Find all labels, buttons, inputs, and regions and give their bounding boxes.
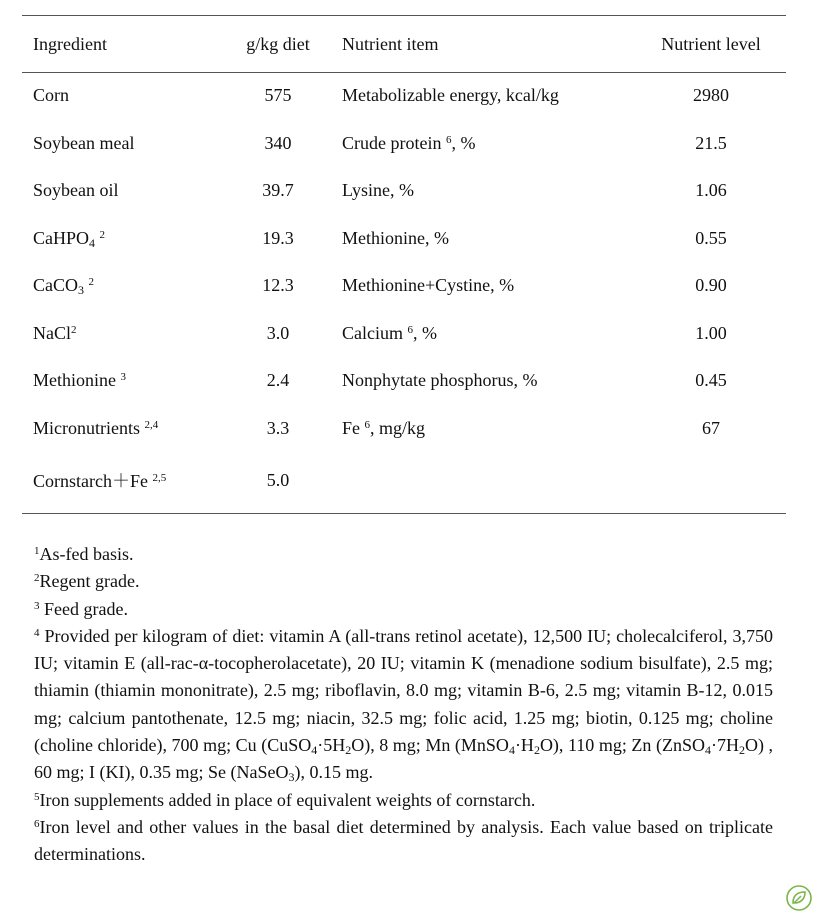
table-footnotes bbox=[34, 541, 773, 869]
level-cell bbox=[636, 452, 786, 508]
level-cell: 0.90 bbox=[695, 275, 727, 296]
ingredient-cell: Micronutrients $^{2,4}$ bbox=[33, 417, 159, 438]
table-row bbox=[22, 452, 786, 508]
ingredient-cell: Corn bbox=[33, 85, 69, 106]
level-cell: 0.55 bbox=[695, 227, 727, 248]
amount-cell: 19.3 bbox=[262, 227, 294, 248]
table-bottom-rule bbox=[22, 513, 786, 514]
header-nutrient-level: Nutrient level bbox=[661, 33, 761, 54]
table-row bbox=[22, 357, 786, 405]
header-amount: g/kg diet bbox=[246, 33, 310, 54]
footnote-1: $^1$As-fed basis. bbox=[34, 544, 134, 564]
table-row bbox=[22, 310, 786, 358]
table-row bbox=[22, 262, 786, 310]
nutrient-cell: Fe $^6$, mg/kg bbox=[342, 417, 426, 438]
level-cell: 2980 bbox=[693, 85, 729, 106]
table-row bbox=[22, 167, 786, 215]
table-row bbox=[22, 405, 786, 453]
nutrient-cell: Methionine+Cystine, % bbox=[342, 275, 515, 296]
leaf-icon bbox=[786, 885, 812, 911]
level-cell: 1.00 bbox=[695, 322, 727, 343]
table-row bbox=[22, 215, 786, 263]
footnote-4: $^4$ Provided per kilogram of diet: vitamin A (all-trans retinol acetate), 12,500 IU; cholecalciferol, 3,750 IU; vitamin E (all-rac-α-tocopherolacetate), 20 IU; vitamin K (menadione sodium bisulfate), 2.5 mg; thiamin (thiamin mononitrate), 2.5 mg; riboflavin, 8.0 mg; vitamin B-6, 2.5 mg; vitamin B-12, 0.015 mg; calcium pantothenate, 12.5 mg; niacin, 32.5 mg; folic acid, 1.25 mg; biotin, 0.125 mg; choline (choline chloride), 700 mg; Cu $(CuSO_4\cdot 5H_2O)$, 8 mg; Mn $(MnSO_4\cdot H_2O)$, 110 mg; Zn $(ZnSO_4\cdot 7H_2O)$ , 60 mg; I (KI), 0.35 mg; Se (NaSeO$_3$), 0.15 mg. bbox=[34, 625, 774, 785]
header-ingredient: Ingredient bbox=[33, 33, 107, 54]
level-cell: 1.06 bbox=[695, 180, 727, 201]
amount-cell: 340 bbox=[264, 132, 292, 153]
amount-cell: 12.3 bbox=[262, 275, 294, 296]
amount-cell: 3.0 bbox=[266, 322, 290, 343]
amount-cell: 39.7 bbox=[262, 180, 294, 201]
footnote-2: $^2$Regent grade. bbox=[34, 571, 140, 592]
nutrient-cell: Methionine, % bbox=[342, 227, 449, 248]
footnote-6: $^6$Iron level and other values in the basal diet determined by analysis. Each value based on triplicate determinations. bbox=[34, 816, 773, 865]
amount-cell: 575 bbox=[264, 85, 292, 106]
ingredient-cell: CaCO$_3$ $^2$ bbox=[33, 275, 94, 298]
table-header-row bbox=[22, 16, 786, 72]
amount-cell: 3.3 bbox=[266, 417, 290, 438]
ingredient-cell: Soybean meal bbox=[33, 132, 135, 153]
amount-cell: 5.0 bbox=[266, 469, 290, 490]
nutrient-cell: Metabolizable energy, kcal/kg bbox=[342, 85, 559, 106]
header-nutrient-item: Nutrient item bbox=[342, 33, 439, 54]
diet-composition-table bbox=[22, 16, 786, 508]
nutrient-cell bbox=[338, 452, 636, 508]
footnote-3: $^3$ Feed grade. bbox=[34, 598, 128, 619]
level-cell: 0.45 bbox=[695, 370, 727, 391]
amount-cell: 2.4 bbox=[266, 370, 290, 391]
nutrient-cell: Crude protein $^6$, % bbox=[342, 132, 476, 153]
level-cell: 67 bbox=[702, 417, 720, 438]
level-cell: 21.5 bbox=[695, 132, 727, 153]
nutrient-cell: Calcium $^6$, % bbox=[342, 322, 437, 343]
ingredient-cell: NaCl$^2$ bbox=[33, 322, 77, 343]
table-row bbox=[22, 120, 786, 168]
nutrient-cell: Lysine, % bbox=[342, 180, 414, 201]
nutrient-cell: Nonphytate phosphorus, % bbox=[342, 370, 538, 391]
table-row bbox=[22, 72, 786, 120]
ingredient-cell: Methionine $^3$ bbox=[33, 370, 126, 391]
footnote-5: $^5$Iron supplements added in place of equivalent weights of cornstarch. bbox=[34, 789, 536, 810]
ingredient-cell: CaHPO$_4$ $^2$ bbox=[33, 227, 106, 250]
ingredient-cell: Cornstarch＋Fe $^{2,5}$ bbox=[33, 471, 167, 491]
ingredient-cell: Soybean oil bbox=[33, 180, 119, 201]
